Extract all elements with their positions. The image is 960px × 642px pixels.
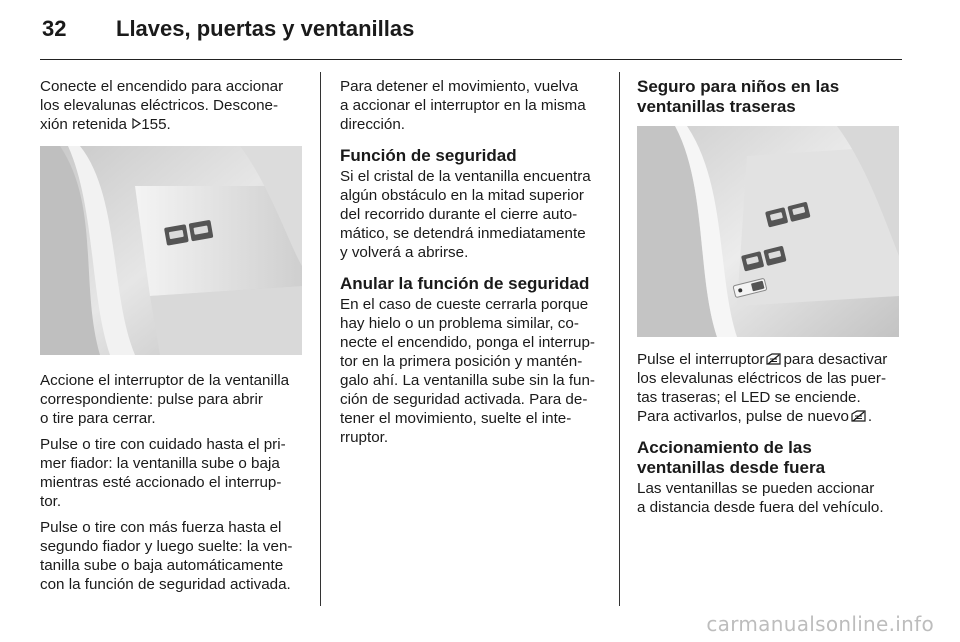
door-panel-illustration (40, 146, 302, 355)
page-number: 32 (42, 16, 67, 41)
child-lock-window-icon (851, 408, 866, 420)
paragraph-stop-movement: Para detener el movimiento, vuelva a accionar el interruptor en la misma dirección. (340, 78, 586, 133)
page-reference: 155. (141, 116, 171, 133)
paragraph-remote-operation: Las ventanillas se pueden accionar a distancia desde fuera del vehículo. (637, 480, 884, 516)
column-1 (40, 77, 308, 601)
paragraph-override-safety: En el caso de cueste cerrarla porque hay hielo o un problema similar, co- necte el encendido, ponga el interrup- tor en la primera posición y mantén- galo ahí. La ventanilla sube sin la fun- ción de seguridad activada. Para de- tener el movimiento, suelte el inte- rruptor. (340, 296, 595, 446)
paragraph-safety-function: Si el cristal de la ventanilla encuentra algún obstáculo en la mitad superior del recorrido durante el cierre auto- mático, se detendrá inmediatamente y volverá a abrirse. (340, 168, 591, 261)
column-divider-2 (619, 72, 620, 606)
xref-triangle-icon (131, 115, 141, 134)
paragraph-ignition: Conecte el encendido para accionar los elevalunas eléctricos. Descone- xión retenida 155. (40, 78, 284, 133)
photo-window-switches-rear-lock (637, 126, 899, 337)
column-2 (340, 77, 608, 454)
page-title: Llaves, puertas y ventanillas (116, 16, 415, 41)
door-panel-illustration-2 (637, 126, 899, 337)
paragraph-first-detent: Pulse o tire con cuidado hasta el pri- mer fiador: la ventanilla sube o baja mientras esté accionado el interrup- tor. (40, 436, 286, 510)
column-divider-1 (320, 72, 321, 606)
page-header (42, 14, 912, 50)
heading-override-safety: Anular la función de seguridad (340, 274, 590, 293)
heading-safety-function: Función de seguridad (340, 146, 517, 165)
header-divider (40, 59, 902, 60)
heading-remote-operation: Accionamiento de las ventanillas desde fuera (637, 438, 826, 477)
footer-watermark: carmanualsonline.info (706, 612, 934, 636)
photo-window-switches-front (40, 146, 302, 355)
paragraph-operate-switch: Accione el interruptor de la ventanilla correspondiente: pulse para abrir o tire para cerrar. (40, 372, 290, 427)
heading-child-lock: Seguro para niños en las ventanillas traseras (637, 77, 840, 116)
child-lock-window-icon (766, 351, 781, 363)
column-3 (637, 77, 903, 524)
paragraph-child-lock: Pulse el interruptor para desactivar los elevalunas eléctricos de las puer- tas traseras; el LED se enciende. Para activarlos, pulse de nuevo . (637, 351, 888, 425)
paragraph-second-detent: Pulse o tire con más fuerza hasta el segundo fiador y luego suelte: la ven- tanilla sube o baja automáticamente con la función de seguridad activada. (40, 519, 293, 593)
